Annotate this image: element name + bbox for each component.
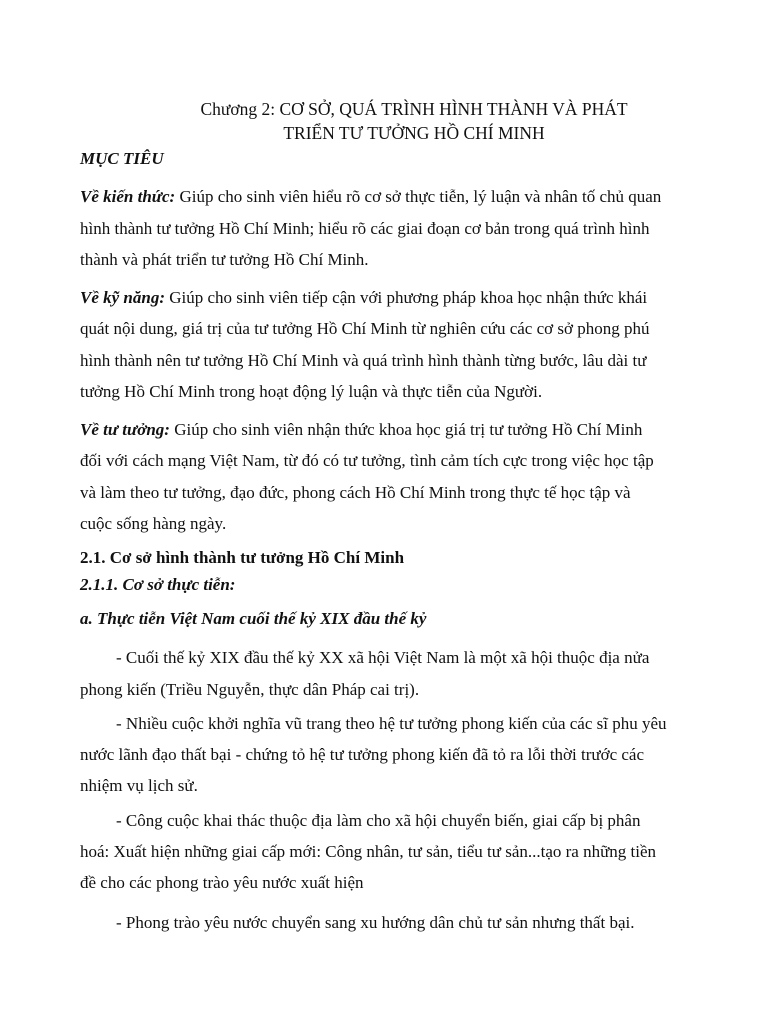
- knowledge-line-1: [80, 186, 661, 208]
- ideology-line-4: cuộc sống hàng ngày.: [80, 514, 227, 533]
- skills-line-2: quát nội dung, giá trị của tư tưởng Hồ Chí Minh từ nghiên cứu các cơ sở phong phú: [80, 319, 650, 338]
- chapter-title: [60, 97, 768, 145]
- ideology-text-1: Giúp cho sinh viên nhận thức khoa học giá trị tư tưởng Hồ Chí Minh: [169, 420, 643, 439]
- ideology-line-3: và làm theo tư tưởng, đạo đức, phong cách Hồ Chí Minh trong thực tế học tập và: [80, 483, 631, 502]
- bullet-3-line-3: đề cho các phong trào yêu nước xuất hiện: [80, 873, 364, 892]
- section-2-1-1-heading: 2.1.1. Cơ sở thực tiễn:: [80, 575, 236, 594]
- bullet-2-line-3: nhiệm vụ lịch sử.: [80, 776, 198, 795]
- knowledge-label: Về kiến thức:: [80, 187, 176, 206]
- bullet-3-line-2: hoá: Xuất hiện những giai cấp mới: Công nhân, tư sản, tiểu tư sản...tạo ra những tiền: [80, 842, 657, 861]
- chapter-title-line-2: TRIỂN TƯ TƯỞNG HỒ CHÍ MINH: [283, 123, 545, 143]
- section-2-1-heading: 2.1. Cơ sở hình thành tư tưởng Hồ Chí Minh: [80, 548, 405, 567]
- subsection-a-heading: a. Thực tiễn Việt Nam cuối thế kỷ XIX đầu thế kỷ: [80, 609, 427, 628]
- skills-line-1: [80, 287, 647, 309]
- bullet-1-line-1: - Cuối thế kỷ XIX đầu thế kỷ XX xã hội Việt Nam là một xã hội thuộc địa nửa: [116, 648, 650, 667]
- ideology-line-1: [80, 419, 642, 441]
- ideology-label: Về tư tưởng:: [80, 420, 170, 439]
- skills-line-4: tưởng Hồ Chí Minh trong hoạt động lý luận và thực tiễn của Người.: [80, 382, 543, 401]
- skills-label: Về kỹ năng:: [80, 288, 165, 307]
- ideology-line-2: đối với cách mạng Việt Nam, từ đó có tư tưởng, tình cảm tích cực trong việc học tập: [80, 451, 654, 470]
- bullet-2-line-1: - Nhiều cuộc khởi nghĩa vũ trang theo hệ tư tưởng phong kiến của các sĩ phu yêu: [116, 714, 667, 733]
- bullet-1-line-2: phong kiến (Triều Nguyễn, thực dân Pháp cai trị).: [80, 680, 420, 699]
- knowledge-line-3: thành và phát triển tư tưởng Hồ Chí Minh.: [80, 250, 369, 269]
- bullet-2-line-2: nước lãnh đạo thất bại - chứng tỏ hệ tư tưởng phong kiến đã tỏ ra lỗi thời trước các: [80, 745, 645, 764]
- skills-text-1: Giúp cho sinh viên tiếp cận với phương pháp khoa học nhận thức khái: [165, 288, 648, 307]
- bullet-3-line-1: - Công cuộc khai thác thuộc địa làm cho xã hội chuyển biến, giai cấp bị phân: [116, 811, 641, 830]
- knowledge-text-1: Giúp cho sinh viên hiểu rõ cơ sở thực tiễn, lý luận và nhân tố chủ quan: [175, 187, 662, 206]
- bullet-4-line-1: - Phong trào yêu nước chuyển sang xu hướng dân chủ tư sản nhưng thất bại.: [116, 913, 635, 932]
- objectives-heading: MỤC TIÊU: [80, 149, 164, 168]
- knowledge-line-2: hình thành tư tưởng Hồ Chí Minh; hiểu rõ các giai đoạn cơ bản trong quá trình hình: [80, 219, 650, 238]
- chapter-title-line-1: Chương 2: CƠ SỞ, QUÁ TRÌNH HÌNH THÀNH VÀ PHÁT: [200, 99, 628, 119]
- skills-line-3: hình thành nên tư tưởng Hồ Chí Minh và quá trình hình thành từng bước, lâu dài tư: [80, 351, 647, 370]
